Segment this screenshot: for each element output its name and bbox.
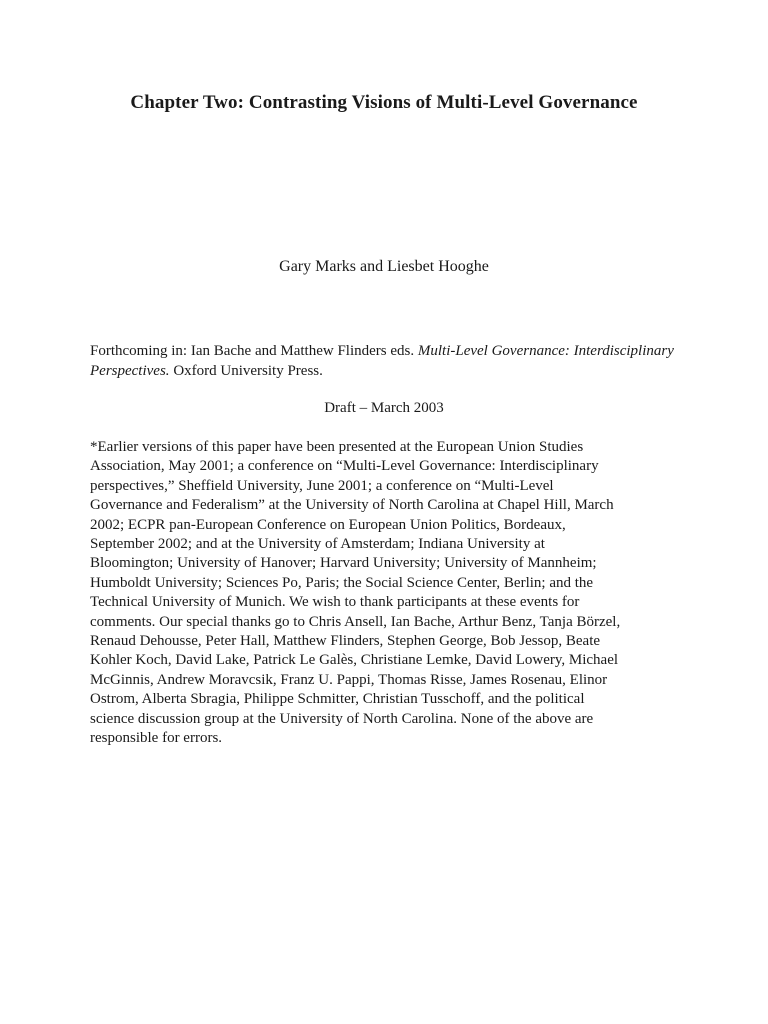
ack-line: *Earlier versions of this paper have been presented at the European Union Studies [90,439,584,455]
ack-line: Ostrom, Alberta Sbragia, Philippe Schmitter, Christian Tusschoff, and the political [90,691,585,708]
ack-line: Technical University of Munich. We wish to thank participants at these events for [90,594,580,611]
authors: Gary Marks and Liesbet Hooghe [279,258,489,275]
ack-line: Renaud Dehousse, Peter Hall, Matthew Flinders, Stephen George, Bob Jessop, Beate [90,633,601,650]
ack-line: September 2002; and at the University of Amsterdam; Indiana University at [90,536,545,553]
ack-line: Kohler Koch, David Lake, Patrick Le Galès, Christiane Lemke, David Lowery, Michael [90,652,619,669]
draft-date: Draft – March 2003 [324,400,444,416]
ack-line: responsible for errors. [90,730,223,747]
chapter-title: Chapter Two: Contrasting Visions of Multi-Level Governance [130,92,638,113]
ack-line: comments. Our special thanks go to Chris Ansell, Ian Bache, Arthur Benz, Tanja Börzel, [90,613,621,630]
ack-line: McGinnis, Andrew Moravcsik, Franz U. Pappi, Thomas Risse, James Rosenau, Elinor [90,671,608,688]
ack-line: 2002; ECPR pan-European Conference on European Union Politics, Bordeaux, [90,516,566,533]
acknowledgement-paragraph [90,438,690,749]
ack-line: Bloomington; University of Hanover; Harvard University; University of Mannheim; [90,555,597,572]
ack-line: Association, May 2001; a conference on “Multi-Level Governance: Interdisciplinary [90,458,599,475]
ack-line: Governance and Federalism” at the University of North Carolina at Chapel Hill, March [90,497,614,514]
ack-line: science discussion group at the University of North Carolina. None of the above are [90,710,594,727]
forthcoming-prefix: Forthcoming in: Ian Bache and Matthew Flinders eds. [90,343,418,359]
ack-line: Humboldt University; Sciences Po, Paris; the Social Science Center, Berlin; and the [90,574,594,591]
ack-line: perspectives,” Sheffield University, June 2001; a conference on “Multi-Level [90,477,554,494]
forthcoming-note [90,342,690,381]
forthcoming-publisher: Oxford University Press. [169,362,323,379]
book-title: Multi-Level Governance: Interdisciplinary Perspectives. [90,343,674,379]
